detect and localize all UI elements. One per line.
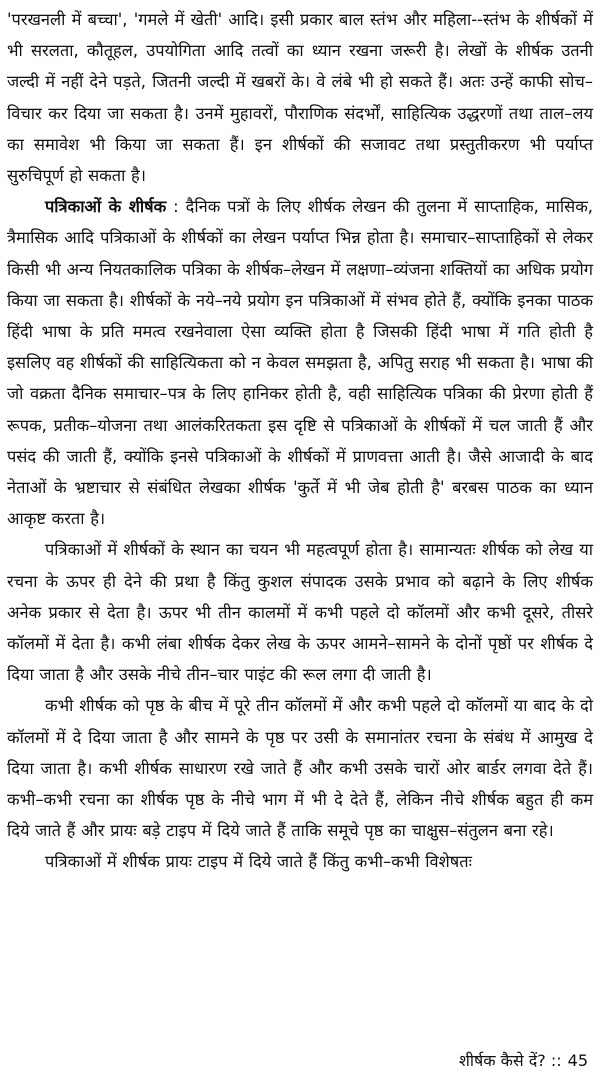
paragraph-2 — [7, 191, 593, 534]
page-number: 45 — [567, 1051, 588, 1070]
paragraph-3 — [7, 534, 593, 690]
paragraph-4-text: कभी शीर्षक को पृष्ठ के बीच में पूरे तीन कॉलमों में और कभी पहले दो कॉलमों या बाद के दो कॉलमों में दे दिया जाता है और सामने के पृष्ठ पर उसी के समानांतर रचना के संबंध में आमुख दे दिया जाता है। कभी शीर्षक साधारण रखे जाते हैं और कभी उसके चारों ओर बार्डर लगवा देते हैं। कभी–कभी रचना का शीर्षक पृष्ठ के नीचे भाग में भी दे देते हैं, लेकिन नीचे शीर्षक बहुत ही कम दिये जाते हैं और प्रायः बड़े टाइप में दिये जाते हैं ताकि समूचे पृष्ठ का चाक्षुस–संतुलन बना रहे। — [7, 696, 593, 841]
section-heading-magazine-titles: पत्रिकाओं के शीर्षक — [45, 197, 167, 217]
paragraph-5 — [7, 846, 593, 877]
paragraph-3-text: पत्रिकाओं में शीर्षकों के स्थान का चयन भी महत्वपूर्ण होता है। सामान्यतः शीर्षक को लेख या रचना के ऊपर ही देने की प्रथा है किंतु कुशल संपादक उसके प्रभाव को बढ़ाने के लिए शीर्षक अनेक प्रकार से देता है। ऊपर भी तीन कालमों में कभी पहले दो कॉलमों और कभी दूसरे, तीसरे कॉलमों में देता है। कभी लंबा शीर्षक देकर लेख के ऊपर आमने–सामने के दोनों पृष्ठों पर शीर्षक दे दिया जाता है और उसके नीचे तीन–चार पाइंट की रूल लगा दी जाती है। — [7, 540, 593, 685]
paragraph-1-text: 'परखनली में बच्चा', 'गमले में खेती' आदि। इसी प्रकार बाल स्तंभ और महिला--स्तंभ के शीर्षकों में भी सरलता, कौतूहल, उपयोगिता आदि तत्वों का ध्यान रखना जरूरी है। लेखों के शीर्षक उतनी जल्दी में नहीं देने पड़ते, जितनी जल्दी में खबरों के। वे लंबे भी हो सकते हैं। अतः उन्हें काफी सोच–विचार कर दिया जा सकता है। उनमें मुहावरों, पौराणिक संदर्भों, साहित्यिक उद्धरणों तथा ताल–लय का समावेश भी किया जा सकता हैं। इन शीर्षकों की सजावट तथा प्रस्तुतीकरण भी पर्याप्त सुरुचिपूर्ण हो सकता है। — [7, 10, 593, 186]
paragraph-2-text: : दैनिक पत्रों के लिए शीर्षक लेखन की तुलना में साप्ताहिक, मासिक, त्रैमासिक आदि पत्रिकाओं के शीर्षकों का लेखन पर्याप्त भिन्न होता है। समाचार–साप्ताहिकों से लेकर किसी भी अन्य नियतकालिक पत्रिका के शीर्षक–लेखन में लक्षणा–व्यंजना शक्तियों का अधिक प्रयोग किया जा सकता है। शीर्षकों के नये–नये प्रयोग इन पत्रिकाओं में संभव होते हैं, क्योंकि इनका पाठक हिंदी भाषा के प्रति ममत्व रखनेवाला ऐसा व्यक्ति होता है जिसकी हिंदी भाषा में गति होती है इसलिए वह शीर्षकों की साहित्यिकता को न केवल समझता है, अपितु सराह भी सकता है। भाषा की जो वक्रता दैनिक समाचार–पत्र के लिए हानिकर होती है, वही साहित्यिक पत्रिका की प्रेरणा होती हैं रूपक, प्रतीक–योजना तथा आलंकरितकता इस दृष्टि से पत्रिकाओं के शीर्षकों में चल जाती हैं और पसंद की जाती हैं, क्योंकि इनसे पत्रिकाओं के शीर्षकों में प्राणवत्ता आती है। जैसे आजादी के बाद नेताओं के भ्रष्टाचार से संबंधित लेखका शीर्षक 'कुर्ते में भी जेब होती है' बरबस पाठक का ध्यान आकृष्ट करता है। — [7, 197, 593, 529]
paragraph-1 — [7, 4, 593, 191]
paragraph-4 — [7, 690, 593, 846]
body-text — [7, 4, 593, 878]
paragraph-5-text: पत्रिकाओं में शीर्षक प्रायः टाइप में दिये जाते हैं किंतु कभी–कभी विशेषतः — [45, 852, 472, 872]
page-footer — [459, 1049, 588, 1073]
running-title: शीर्षक कैसे दें? :: — [458, 1051, 562, 1070]
